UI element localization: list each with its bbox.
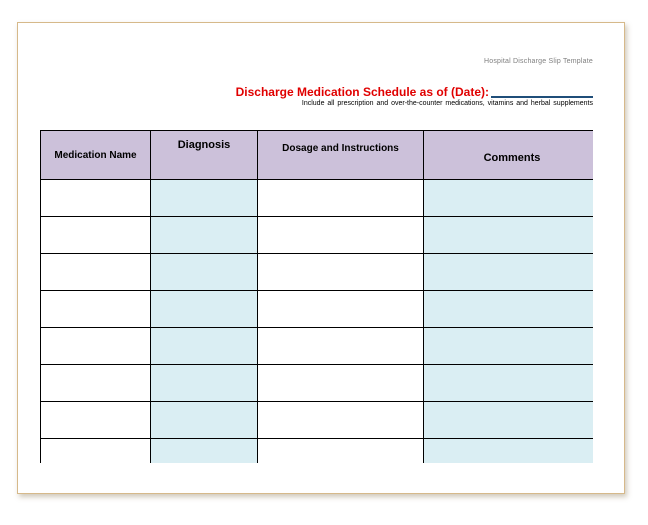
dosage-instructions-cell[interactable] [258,439,424,464]
table-row [41,217,594,254]
comments-cell[interactable] [424,291,594,328]
diagnosis-cell[interactable] [151,365,258,402]
diagnosis-cell[interactable] [151,402,258,439]
dosage-instructions-cell[interactable] [258,402,424,439]
table-body [41,180,594,464]
comments-cell[interactable] [424,365,594,402]
diagnosis-cell[interactable] [151,217,258,254]
dosage-instructions-cell[interactable] [258,217,424,254]
title-row [236,83,593,99]
comments-cell[interactable] [424,439,594,464]
diagnosis-cell[interactable] [151,439,258,464]
diagnosis-cell[interactable] [151,328,258,365]
date-entry-line[interactable] [491,96,593,98]
medication-name-cell[interactable] [41,365,151,402]
schedule-subtitle: Include all prescription and over-the-counter medications, vitamins and herbal supplements [301,100,593,107]
medication-name-cell[interactable] [41,439,151,464]
dosage-instructions-cell[interactable] [258,254,424,291]
dosage-instructions-cell[interactable] [258,180,424,217]
medication-name-cell[interactable] [41,291,151,328]
document-page [17,22,625,494]
template-note: Hospital Discharge Slip Template [484,58,593,65]
comments-cell[interactable] [424,217,594,254]
schedule-title: Discharge Medication Schedule as of (Date): [235,85,489,99]
comments-cell[interactable] [424,328,594,365]
medication-name-cell[interactable] [41,217,151,254]
medication-table-container [40,130,593,463]
table-row [41,291,594,328]
table-row [41,254,594,291]
table-row [41,365,594,402]
header-dosage-instructions: Dosage and Instructions [258,131,424,180]
header-comments: Comments [424,131,594,180]
diagnosis-cell[interactable] [151,254,258,291]
diagnosis-cell[interactable] [151,180,258,217]
comments-cell[interactable] [424,180,594,217]
table-row [41,328,594,365]
table-row [41,402,594,439]
medication-name-cell[interactable] [41,402,151,439]
table-header-row [41,131,594,180]
header-diagnosis: Diagnosis [151,131,258,180]
dosage-instructions-cell[interactable] [258,291,424,328]
dosage-instructions-cell[interactable] [258,365,424,402]
medication-table [40,130,593,463]
header-medication-name: Medication Name [41,131,151,180]
medication-name-cell[interactable] [41,254,151,291]
medication-name-cell[interactable] [41,328,151,365]
comments-cell[interactable] [424,254,594,291]
table-row [41,180,594,217]
table-row [41,439,594,464]
dosage-instructions-cell[interactable] [258,328,424,365]
medication-name-cell[interactable] [41,180,151,217]
diagnosis-cell[interactable] [151,291,258,328]
comments-cell[interactable] [424,402,594,439]
